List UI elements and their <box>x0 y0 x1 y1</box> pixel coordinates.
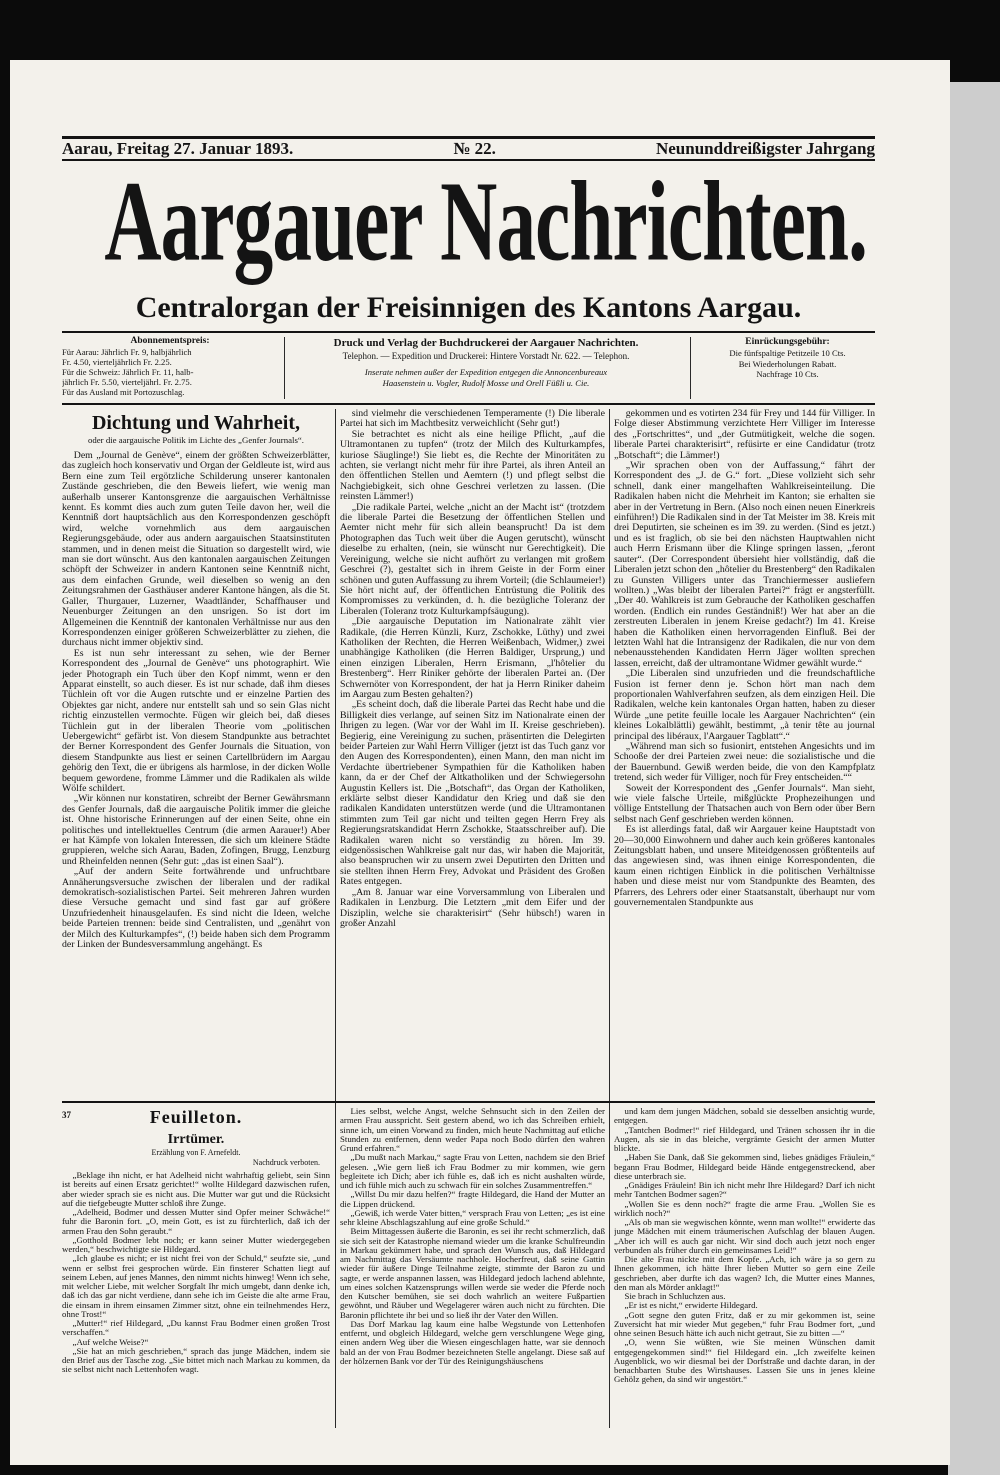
article-paragraph: „Wir sprachen oben von der Auffassung,“ fährt der Korrespondent des „J. de G.“ fort. „Diese vollzieht sich sehr schnell, dank einer mangelhaften Wahlkreiseinteilung. Die Radikalen haben nicht die Mehrheit im Kanton; sie erhalten sie aber in der Vertretung in Bern. (Also noch einen neuen Einerkreis einführen!) Die Radikalen sind in der Tat Meister im 38. Kreis mit drei Deputirten, sie scheinen es im 39. zu werden. (Sind es jetzt.) und es ist fraglich, ob sie bei den nächsten Hauptwahlen nicht auch Herrn Erismann über die Klinge springen lassen, „feront sauter“. (Der Correspondent übersieht hier vollständig, daß die Liberalen jetzt schon den „hôtelier du Brestenberg“ den Radikalen zu Gunsten Villigers unter das Tranchiermesser ausliefern wollten.) „Was bleibt der liberalen Partei?“ frägt er angsterfüllt. „Der 40. Wahlkreis ist zum Gebrauche der Katholiken geschaffen worden. (Endlich ein rundes Geständniß!) Wer hat aber an die zerstreuten Liberalen in jenem Kreise gedacht?) Im 41. Kreise haben die Katholiken einen hervorragenden Einfluß. Bei der letzten Wahl hat die Intransigenz der Radikalen, die nur von dem nebenausstehenden Kandidaten Herrn Jäger wollten sprechen lassen, erreicht, daß der ultramontane Widmer gewählt wurde.“ <box>614 460 875 669</box>
story-paragraph: „Gewiß, ich werde Vater bitten,“ versprach Frau von Letten; „es ist eine sehr kleine Abschlagszahlung auf eine große Schuld.“ <box>340 1207 605 1227</box>
info-divider <box>690 337 691 399</box>
story-paragraph: „Mutter!“ rief Hildegard, „Du kannst Frau Bodmer einen großen Trost verschaffen.“ <box>62 1318 330 1338</box>
article-paragraph: „Es scheint doch, daß die liberale Partei das Recht habe und die Billigkeit dies verlange, auf seinen Sitz im Nationalrate einen der Ihrigen zu legen. (War vor der Wahl im II. Kreise geschrieben). Begierig, eine Vereinigung zu suchen, präsentirten die Delegirten beider Parteien zur Wahl Herrn Villiger (jetzt ist das Tuch ganz vor den Augen des Korrespondenten), einen Mann, den man nicht im Verdachte übertriebener Sympathien für die Katholiken haben kann, da er der Chef der Altkatholiken und der Schwiegersohn Augustin Kellers ist. Die „Botschaft“, das Organ der Katholiken, erklärte selbst dieser Kandidatur den Krieg und daß sie den radikalen Kandidaten unterstützen werde (und die Ultramontanen stimmten zum Teil gar nicht und teilten gegen Herrn Frey als Regierungsratskandidat Herrn Zschokke, Staatsschreiber auf). Die Radikalen waren nicht so verständig zu hören. Im 39. eidgenössischen Wahlkreise galt nur das, wir haben die Majorität, also beanspruchen wir zu unsern zwei Deputirten den Dritten und sie stellten ihnen Herrn Frey, Advokat und Präsident des Großen Rates entgegen. <box>340 699 605 888</box>
insertion-fee-heading: Einrückungsgebühr: <box>745 337 830 347</box>
feuilleton-column-1 <box>62 1107 330 1428</box>
imprint-publisher: Druck und Verlag der Buchdruckerei der Aargauer Nachrichten. <box>333 337 639 349</box>
feuilleton-column-3 <box>614 1107 875 1428</box>
insertion-fee-line: Die fünfspaltige Petitzeile 10 Cts. <box>729 348 846 358</box>
story-paragraph: „Willst Du mir dazu helfen?“ fragte Hildegard, die Hand der Mutter an die Lippen drückend. <box>340 1189 605 1209</box>
story-paragraph: Lies selbst, welche Angst, welche Sehnsucht sich in den Zeilen der armen Frau ausspricht. Seit gestern abend, wo ich das Schreiben erhielt, sinne ich, um einen Vorwand zu finden, mich heute Nachmittag auf etliche Stunden zu entfernen, denn weder Papa noch Bodo dürfen den wahren Grund erfahren.“ <box>340 1107 605 1153</box>
story-paragraph: Beim Mittagessen äußerte die Baronin, es sei ihr recht schmerzlich, daß sie sich seit der Katastrophe niemand wieder um die kranke Schulfreundin in Markau gekümmert habe, und sprach den Wunsch aus, daß Hildegard am Nachmittag das Versäumte nachhole. Hocherfreut, daß seine Gattin wieder für äußere Dinge Teilnahme zeigte, stimmte der Baron zu und sagte, er werde anspannen lassen, was Hildegard jedoch lachend ablehnte, um eines solchen Katzensprungs willen werde sie weder die Pferde noch den Kutscher bemühen, sie sei doch wahrlich an weitere Fußpartien gewöhnt, und Räuber und Wegelagerer wären auch nicht zu fürchten. Die Baronin pflichtete ihr bei und so ließ ihr der Vater den Willen. <box>340 1226 605 1320</box>
story-paragraph: Die alte Frau nickte mit dem Kopfe. „Ach, ich wäre ja so gern zu Ihnen gekommen, ich hätte Ihrer lieben Mutter so gern eine Zeile geschrieben, aber durfte ich das wagen? Ich, die Mutter eines Mannes, den man als Mörder anklagt!“ <box>614 1254 875 1292</box>
subscription-line: jährlich Fr. 5.50, vierteljährl. Fr. 2.75. <box>62 377 192 387</box>
masthead-rule <box>62 331 875 333</box>
article-paragraph: Dem „Journal de Genève“, einem der größten Schweizerblätter, das zugleich hoch konservativ und Organ der Geldleute ist, wird aus Bern eine zum Teil ergötzliche Schilderung unserer kantonalen Zustände geschrieben, die den Beweis liefert, wie wenig man außerhalb unserer Kantonsgrenze die aargauischen Verhältnisse kennt. Es kommt dies auch zum guten Teile davon her, weil die Kenntniß dort hauptsächlich aus den Korrespondenzen geschöpft wird, welche vornehmlich aus dem aargauischen Regierungsgebäude, oder aus andern aargauischen Staatsinstituten stammen, und in denen meist die Situation so dargestellt wird, wie man sie dort wünscht. Aus den kantonalen aargauischen Zeitungen schöpft der Schweizer in andern Kantonen seine Kenntniß nicht, aus dem einfachen Grunde, weil dieselben so wenig an den Zeitungsrahmen der Gasthäuser anderer Kantone hängen, als die St. Galler, Thurgauer, Luzerner, Waadtländer, Schaffhauser und Neuenburger Zeitungen an den unsrigen. So ist dort im Allgemeinen die Kenntniß der kantonalen Verhältnisse nur aus den Korrespondenzen einiger größeren Schweizerblätter zu ziehen, die durchaus nicht immer objektiv sind. <box>62 450 330 649</box>
article-paragraph: „Wir können nur konstatiren, schreibt der Berner Gewährsmann des Genfer Journals, daß die aargauische Politik immer die gleiche ist. Ohne historische Erinnerungen auf der einen Seite, ohne ein politisches und intellektuelles Centrum (die armen Aarauer!) Aber er hat Kämpfe von lokalen Interessen, die sich um kleinere Städte gruppieren, welche sich Aarau, Baden, Zofingen, Brugg, Lenzburg und Rheinfelden nennen (Sehr gut: „das ist einen Saal“). <box>62 793 330 867</box>
story-paragraph: „Auf welche Weise?“ <box>72 1336 149 1347</box>
article-paragraph: Sie betrachtet es nicht als eine heilige Pflicht, „auf die Ultramontanen zu tupfen“ (trotz der Milch des Kulturkampfes, kuriose Säuglinge!) Sie liebt es, die Rechte der Minoritäten zu achten, sie verlangt nicht mehr für ihre Partei, als ihren Anteil an den öffentlichen Stellen und Aemtern (!) und pflegt selbst die Nachgiebigkeit, sich ohne Geschrei verletzen zu lassen. (Die reinsten Lämmer!) <box>340 428 605 503</box>
story-paragraph: „Gnädiges Fräulein! Bin ich nicht mehr Ihre Hildegard? Darf ich nicht mehr Tantchen Bodmer sagen?“ <box>614 1180 875 1200</box>
story-paragraph: „Gott segne den guten Fritz, daß er zu mir gekommen ist, seine Zuversicht hat mir wieder Mut gegeben,“ fuhr Frau Bodmer fort, „und ohne seinen Besuch hätte ich auch nicht getraut, Sie zu bitten —“ <box>614 1309 875 1338</box>
feuilleton-heading: Feuilleton. <box>149 1107 243 1127</box>
story-title: Irrtümer. <box>167 1132 225 1147</box>
story-paragraph: Das Dorf Markau lag kaum eine halbe Wegstunde von Lettenhofen entfernt, und obgleich Hildegard, welche gern verschlungene Wege ging, einen andern Weg über die Wiesen eingeschlagen hatte, war sie dennoch bald an der von Frau Bodmer bezeichneten Stelle angelangt. Diese saß auf der hölzernen Bank vor der Tür des Reinigungshäuschens <box>340 1318 605 1366</box>
subscription-line: Für das Ausland mit Portozuschlag. <box>62 387 185 397</box>
place-date: Aarau, Freitag 27. Januar 1893. <box>62 139 294 158</box>
article-column-3 <box>614 409 875 1098</box>
article-paragraph: sind vielmehr die verschiedenen Temperamente (!) Die liberale Partei hat sich im Machtbesitz verweichlicht (Sehr gut!) <box>340 409 605 430</box>
insertion-fee-line: Nachfrage 10 Cts. <box>756 369 819 379</box>
story-paragraph: Sie brach in Schluchzen aus. <box>624 1291 726 1301</box>
imprint-box <box>290 336 682 400</box>
article-paragraph: „Die aargauische Deputation im Nationalrate zählt vier Radikale, (die Herren Künzli, Kurz, Zschokke, Lüthy) und zwei Katholiken der Rechten, die Herren Weißenbach, Widmer,) zwei unabhängige Katholiken (die Herren Baldiger, Ursprung,) und einen einzigen Liberalen, Herrn Erismann, „l'hôtelier du Brestenberg“. Herr Riniker gehörte der liberalen Partei an. (Der Schwernöter von Korrespondent, der hat ja Herrn Riniker daheim im Aargau zum Besten gehalten?) <box>340 616 605 700</box>
column-divider <box>335 409 336 1428</box>
subscription-box <box>62 336 278 400</box>
article-column-1 <box>62 409 330 1098</box>
story-paragraph: „Sie hat an mich geschrieben,“ sprach das junge Mädchen, indem sie den Brief aus der Tasche zog. „Sie bittet mich nach Markau zu kommen, da sie selbst nicht nach Lettenhofen wagt. <box>62 1345 330 1375</box>
feuilleton-rule <box>62 1101 875 1103</box>
imprint-ads: Inserate nehmen außer der Expedition entgegen die Annoncenbureaux <box>364 367 608 377</box>
article-paragraph: „Am 8. Januar war eine Vorversammlung von Liberalen und Radikalen in Lenzburg. Die Letztern „mit dem Eifer und der Disziplin, welche sie charakterisirt“ (Sehr hübsch!) waren in großer Anzahl <box>340 886 605 929</box>
imprint-agencies: Haasenstein u. Vogler, Rudolf Mosse und Orell Füßli u. Cie. <box>382 377 590 388</box>
story-paragraph: „Haben Sie Dank, daß Sie gekommen sind, liebes gnädiges Fräulein,“ begann Frau Bodmer, Hildegard beide Hände entgegenstreckend, aber diese unterbrach sie. <box>614 1152 875 1181</box>
insertion-fee-line: Bei Wiederholungen Rabatt. <box>738 358 837 369</box>
story-paragraph: „Ich glaube es nicht; er ist nicht frei von der Schuld,“ seufzte sie, „und wenn er selbst frei gesprochen würde. Ein finsterer Schatten liegt auf seinem Leben, auf jenes Mannes, den nimmt nichts hinweg! Wenn ich sehe, mit welcher Liebe, mit welcher Sorgfalt Ihr mich umgebt, dann denke ich, daß ich das gar nicht verdiene, dann sehe ich im Geiste die alte arme Frau, die einsam in ihrem einsamen Zimmer sitzt, ohne ein teilnehmendes Herz, ohne Trost!“ <box>62 1253 330 1319</box>
feuilleton-column-2 <box>340 1107 605 1428</box>
article-paragraph: Es ist nun sehr interessant zu sehen, wie der Berner Korrespondent des „Journal de Genève“ uns photographirt. Wie jeder Photograph ein Tuch über den Kopf nimmt, wenn er den Apparat einstellt, so auch dieser. Es ist nur schade, daß ihm dieses Tüchlein oft vor die Augen rutschte und er einzelne Partien des Objektes gar nicht, andere nur entstellt sah und so sein Glas nicht richtig einzustellen vermochte. Fügen wir gleich bei, daß dieses Tüchlein gut in der liberalen Theorie vom „politischen Uebergewicht“ gefärbt ist. Von diesem Standpunkte aus betrachtet der Berner Korrespondent des Genfer Journals die Situation, von diesem Standpunkte aus liest er seinen Cartellbrüdern im Aargau gehörig den Text, die er übrigens als harmlose, in der dicken Wolle bequem gewordene, fromme Lämmer und die Radikalen als wilde Wölfe schildert. <box>62 647 330 794</box>
newspaper-title: Aargauer Nachrichten. <box>104 159 868 286</box>
article-paragraph: gekommen und es votirten 234 für Frey und 144 für Villiger. In Folge dieser Abstimmung verzichtete Herr Villiger im Interesse des „Fortschrittes“, und „der Gutmütigkeit, welche die sogen. liberale Partei charakterisirt“, refüsirte er eine Candidatur (trotz „Botschaft“; die Lämmer!) <box>614 409 875 461</box>
article-paragraph: „Während man sich so fusionirt, entstehen Angesichts und im Schooße der drei Parteien zwei neue: die sozialistische und die der Bauernbund. Gewiß werden beide, die von den Kampfplatz tretend, sich weder für Villiger, noch für Frey entscheiden.““ <box>614 741 875 784</box>
story-paragraph: „Tantchen Bodmer!“ rief Hildegard, und Tränen schossen ihr in die Augen, als sie in das bleiche, vergrämte Gesicht der armen Mutter blickte. <box>614 1124 875 1153</box>
subscription-heading: Abonnementspreis: <box>130 336 210 346</box>
subscription-line: Fr. 4.50, vierteljährlich Fr. 2.25. <box>62 357 172 367</box>
imprint-address: Telephon. — Expedition und Druckerei: Hintere Vorstadt Nr. 622. — Telephon. <box>342 351 630 361</box>
article-paragraph: „Die radikale Partei, welche „nicht an der Macht ist“ (trotzdem die liberale Partei die Besetzung der öffentlichen Stellen und Aemter nicht mehr für sich allein beansprucht! Da ist dem Photographen das Tuch weit über die Augen gerutscht), wünscht dieselbe zu erhalten, (nein, sie wünscht nur Gerechtigkeit). Die Vereinigung, welche sie nicht aufhört zu verlangen mit großem Geschrei (?), gestaltet sich in ihrem Geiste in der Form einer schönen und guten Auffassung zu ihrem Vorteil; (die Schlaumeier!) Sie hört nicht auf, der öffentlichen Entrüstung die Politik des Kompromisses zu verkünden, d. h. die bezügliche Toleranz der Liberalen (Toleranz trotz Kulturkampfsäugung). <box>340 501 605 617</box>
article-title: Dichtung und Wahrheit, <box>91 412 301 434</box>
volume-year: Neununddreißigster Jahrgang <box>655 139 875 158</box>
article-subtitle: oder die aargauische Politik im Lichte des „Genfer Journals“. <box>87 435 305 445</box>
masthead <box>62 160 875 286</box>
story-paragraph: „O, wenn Sie wüßten, wie Sie meinen Wünschen damit entgegengekommen sind!“ fiel Hildegard ein. „Ich zweifelte keinen Augenblick, wo wir diesmal bei der Dorfstraße und dachte daran, in der benachbarten Stube des Wirtshauses. Lassen Sie uns in jenes kleine Gehölz gehen, da sind wir ungestört.“ <box>614 1337 875 1385</box>
story-author: Erzählung von F. Arnefeldt. <box>151 1148 241 1157</box>
story-paragraph: „Als ob man sie wegwischen könnte, wenn man wollte!“ erwiderte das junge Mädchen mit einem träumerischen Aufschlag der blauen Augen. „Aber ich will es auch gar nicht. Wir sind doch auch jetzt noch enger verbunden als früher durch ein gemeinsames Leid!“ <box>614 1217 875 1255</box>
feuilleton-number: 37 <box>62 1110 71 1120</box>
insertion-fee-box <box>700 336 875 400</box>
info-divider <box>284 337 285 399</box>
story-paragraph: „Gotthold Bodmer lebt noch; er kann seiner Mutter wiedergegeben werden,“ beschwichtigte sie Hildegard. <box>62 1234 330 1254</box>
article-column-2 <box>340 409 605 1098</box>
reprint-notice: Nachdruck verboten. <box>252 1158 320 1167</box>
adjacent-page-edge <box>948 82 1000 1475</box>
story-paragraph: „Wollen Sie es denn noch?“ fragte die arme Frau. „Wollen Sie es wirklich noch?“ <box>614 1198 875 1218</box>
issue-number: № 22. <box>453 139 496 158</box>
info-rule <box>62 403 875 405</box>
story-paragraph: „Er ist es nicht,“ erwiderte Hildegard. <box>624 1300 758 1311</box>
article-paragraph: „Auf der andern Seite fortwährende und unfruchtbare Annäherungsversuche zwischen der liberalen und der radikal demokratisch-sozialistischen Partei. Seit mehreren Jahren wurden diese Versuche gemacht und sind fast gar auf größere Unzufriedenheit hinausgelaufen. Es sind nicht die Ideen, welche beide Parteien trennen: beide sind Centralisten, und „genährt von der Milch des Kulturkampfes“, (!) beide haben sich dem Programm der Linken der Bundesversammlung angehängt. Es <box>62 866 330 951</box>
subscription-line: Für Aarau: Jährlich Fr. 9, halbjährlich <box>62 347 192 357</box>
article-paragraph: Es ist allerdings fatal, daß wir Aargauer keine Hauptstadt von 20—30,000 Einwohnern und daher auch kein größeres kantonales Zeitungsblatt haben, und unsere Miteidgenossen größtenteils auf das angewiesen sind, was ihnen einige Korrespondenten, die kaum einen richtigen Einblick in die politischen Verhältnisse haben und diese meist nur vom Standpunkte des Beamten, des Pfarrers, des Lehrers oder einer Staatsanstalt, überhaupt nur vom gouvernementalen Standpunkte aus <box>614 824 875 909</box>
feuilleton-header <box>62 1107 330 1127</box>
subscription-line: Für die Schweiz: Jährlich Fr. 11, halb- <box>62 367 194 377</box>
newspaper-subtitle: Centralorgan der Freisinnigen des Kantons Aargau. <box>135 291 802 324</box>
column-divider <box>609 409 610 1428</box>
article-paragraph: Soweit der Korrespondent des „Genfer Journals“. Man sieht, wie viele falsche Urteile, mißglückte Prophezeihungen und völlige Entstellung der Thatsachen auch von Bern oder über Bern selbst nach Genf geschrieben werden können. <box>614 782 875 825</box>
story-paragraph: und kam dem jungen Mädchen, sobald sie desselben ansichtig wurde, entgegen. <box>614 1107 875 1126</box>
story-paragraph: „Adelheid, Bodmer und dessen Mutter sind Opfer meiner Schwäche!“ fuhr die Baronin fort. „O, mein Gott, es ist zu fürchterlich, daß ich der armen Frau den Sohn geraubt.“ <box>62 1207 330 1236</box>
story-paragraph: „Du mußt nach Markau,“ sagte Frau von Letten, nachdem sie den Brief gelesen. „Wie gern ließ ich Frau Bodmer zu mir kommen, wie gern begleitete ich Dich; aber ich fühle es, daß ich es nicht aushalten würde, und ich fühle mich auch zu schwach für ein solches Zusammentreffen.“ <box>340 1152 605 1190</box>
story-paragraph: „Beklage ihn nicht, er hat Adelheid nicht wahrhaftig geliebt, sein Sinn ist bereits auf einen Ersatz gerichtet!“ wollte Hildegard dazwischen rufen, aber wieder sprach sie es nicht aus. Die Mutter war gut und die Rücksicht auf die tiefgebeugte Mutter schloß ihre Zunge. <box>62 1170 330 1208</box>
article-paragraph: „Die Liberalen sind unzufrieden und die freundschaftliche Fusion ist ferner denn je. Schon hört man nach dem proportionalen Wahlverfahren seufzen, als dem einzigen Heil. Die Radikalen, welche kein kantonales Organ hatten, haben zu dieser Würde „une petite feuille locale les Aargauer Nachrichten“ (ein kleines Lokalblättli) gewählt, bestimmt, „à tenir tête au journal principal des libéraux, l'Aargauer Tagblatt“.“ <box>614 668 875 742</box>
